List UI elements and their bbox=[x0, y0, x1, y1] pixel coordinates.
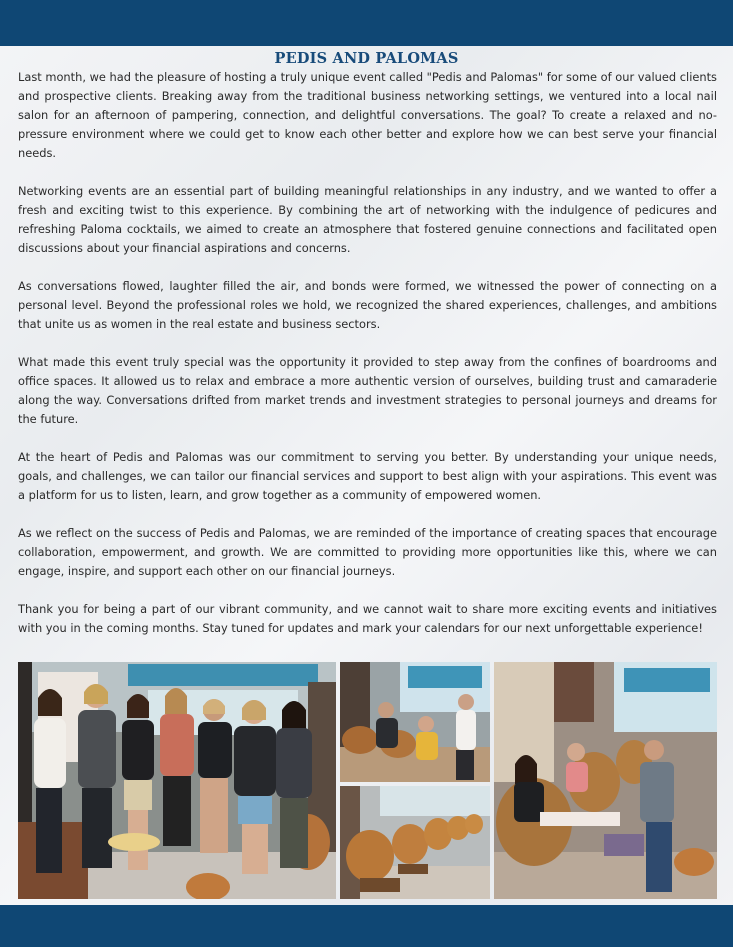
top-banner bbox=[0, 0, 733, 46]
paragraph-thanks: Thank you for being a part of our vibrant community, and we cannot wait to share more exciting events and initiatives with you in the coming months. Stay tuned for updates and mark your calendars for our next unforgettable experience! bbox=[18, 602, 717, 635]
article-title: PEDIS AND PALOMAS bbox=[274, 50, 459, 67]
pedicure-chairs-photo bbox=[340, 786, 490, 899]
photo-collage bbox=[18, 660, 717, 900]
paragraph-networking: Networking events are an essential part of building meaningful relationships in any industry, and we wanted to offer a fresh and exciting twist to this experience. By combining the art of networking with the indulgence of pedicures and refreshing Paloma cocktails, we aimed to create an atmosphere that fostered genuine connections and facilitated open discussions about your financial aspirations and concerns. bbox=[18, 184, 717, 255]
salon-chairs-photo bbox=[340, 662, 490, 782]
paragraph-reflection: As we reflect on the success of Pedis and Palomas, we are reminded of the importance of creating spaces that encourage collaboration, empowerment, and growth. We are committed to providing more opportunities like this, where we can engage, inspire, and support each other on our financial journeys. bbox=[18, 526, 717, 578]
paragraph-special: What made this event truly special was the opportunity it provided to step away from the confines of boardrooms and office spaces. It allowed us to relax and embrace a more authentic version of ourselves, building trust and camaraderie along the way. Conversations drifted from market trends and investment strategies to personal journeys and dreams for the future. bbox=[18, 355, 717, 426]
article-body bbox=[18, 68, 717, 657]
bottom-banner bbox=[0, 905, 733, 947]
group-photo bbox=[18, 662, 336, 899]
paragraph-conversations: As conversations flowed, laughter filled the air, and bonds were formed, we witnessed the power of connecting on a personal level. Beyond the professional roles we hold, we recognized the shared experiences, challenges, and ambitions that unite us as women in the real estate and business sectors. bbox=[18, 279, 717, 331]
pedicure-session-photo bbox=[494, 662, 717, 899]
paragraph-commitment: At the heart of Pedis and Palomas was our commitment to serving you better. By understanding your unique needs, goals, and challenges, we can tailor our financial services and support to best align with your aspirations. This event was a platform for us to listen, learn, and grow together as a community of empowered women. bbox=[18, 450, 717, 502]
paragraph-intro: Last month, we had the pleasure of hosting a truly unique event called "Pedis and Palomas" for some of our valued clients and prospective clients. Breaking away from the traditional business networking settings, we ventured into a local nail salon for an afternoon of pampering, connection, and delightful conversations. The goal? To create a relaxed and no-pressure environment where we could get to know each other better and explore how we can best serve your financial needs. bbox=[18, 70, 717, 160]
